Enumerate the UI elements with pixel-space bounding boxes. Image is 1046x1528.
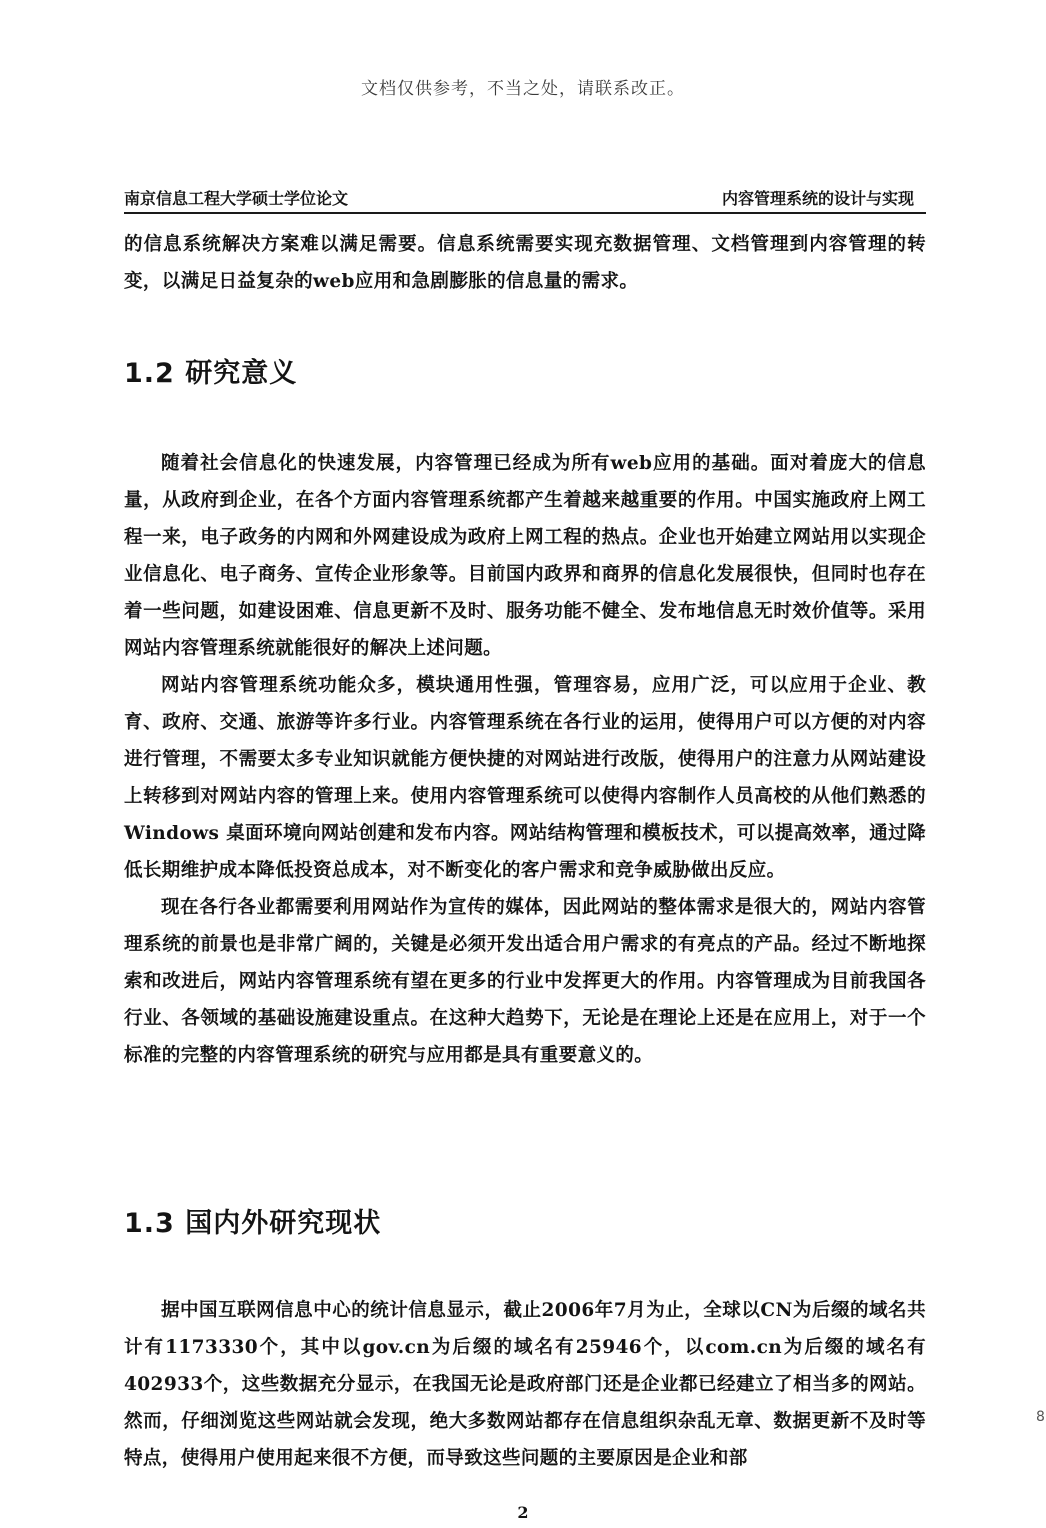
section-1-3-body xyxy=(124,1292,926,1477)
margin-mark: 8 xyxy=(1036,1409,1045,1425)
section-1-2-paragraph-2: 网站内容管理系统功能众多，模块通用性强，管理容易，应用广泛，可以应用于企业、教育、政府、交通、旅游等许多行业。内容管理系统在各行业的运用，使得用户可以方便的对内容进行管理，不需要太多专业知识就能方便快捷的对网站进行改版，使得用户的注意力从网站建设上转移到对网站内容的管理上来。使用内容管理系统可以使得内容制作人员高校的从他们熟悉的 Windows 桌面环境向网站创建和发布内容。网站结构管理和模板技术，可以提高效率，通过降低长期维护成本降低投资总成本，对不断变化的客户需求和竞争威胁做出反应。 xyxy=(124,675,926,881)
intro-continuation-paragraph: 的信息系统解决方案难以满足需要。信息系统需要实现充数据管理、文档管理到内容管理的转变，以满足日益复杂的web应用和急剧膨胀的信息量的需求。 xyxy=(124,234,926,292)
intro-continuation-block xyxy=(124,226,926,300)
section-1-2-heading: 1.2 研究意义 xyxy=(124,358,298,389)
running-header xyxy=(124,186,926,214)
header-thesis-title: 内容管理系统的设计与实现 xyxy=(721,189,914,208)
section-1-3-paragraph-1: 据中国互联网信息中心的统计信息显示，截止2006年7月为止，全球以CN为后缀的域名共计有1173330个，其中以gov.cn为后缀的域名有25946个，以com.cn为后缀的域名有402933个，这些数据充分显示，在我国无论是政府部门还是企业都已经建立了相当多的网站。然而，仔细浏览这些网站就会发现，绝大多数网站都存在信息组织杂乱无章、数据更新不及时等特点，使得用户使用起来很不方便，而导致这些问题的主要原因是企业和部 xyxy=(124,1300,926,1469)
section-1-2-body xyxy=(124,445,926,1074)
reference-notice: 文档仅供参考，不当之处，请联系改正。 xyxy=(361,79,685,99)
page-number: 2 xyxy=(517,1503,529,1522)
section-1-3-heading: 1.3 国内外研究现状 xyxy=(124,1208,382,1239)
section-1-2-paragraph-3: 现在各行各业都需要利用网站作为宣传的媒体，因此网站的整体需求是很大的，网站内容管理系统的前景也是非常广阔的，关键是必须开发出适合用户需求的有亮点的产品。经过不断地探索和改进后，网站内容管理系统有望在更多的行业中发挥更大的作用。内容管理成为目前我国各行业、各领域的基础设施建设重点。在这种大趋势下，无论是在理论上还是在应用上，对于一个标准的完整的内容管理系统的研究与应用都是具有重要意义的。 xyxy=(124,897,926,1066)
header-university-title: 南京信息工程大学硕士学位论文 xyxy=(124,189,349,208)
section-1-2-paragraph-1: 随着社会信息化的快速发展，内容管理已经成为所有web应用的基础。面对着庞大的信息量，从政府到企业，在各个方面内容管理系统都产生着越来越重要的作用。中国实施政府上网工程一来，电子政务的内网和外网建设成为政府上网工程的热点。企业也开始建立网站用以实现企业信息化、电子商务、宣传企业形象等。目前国内政界和商界的信息化发展很快，但同时也存在着一些问题，如建设困难、信息更新不及时、服务功能不健全、发布地信息无时效价值等。采用网站内容管理系统就能很好的解决上述问题。 xyxy=(124,453,926,659)
